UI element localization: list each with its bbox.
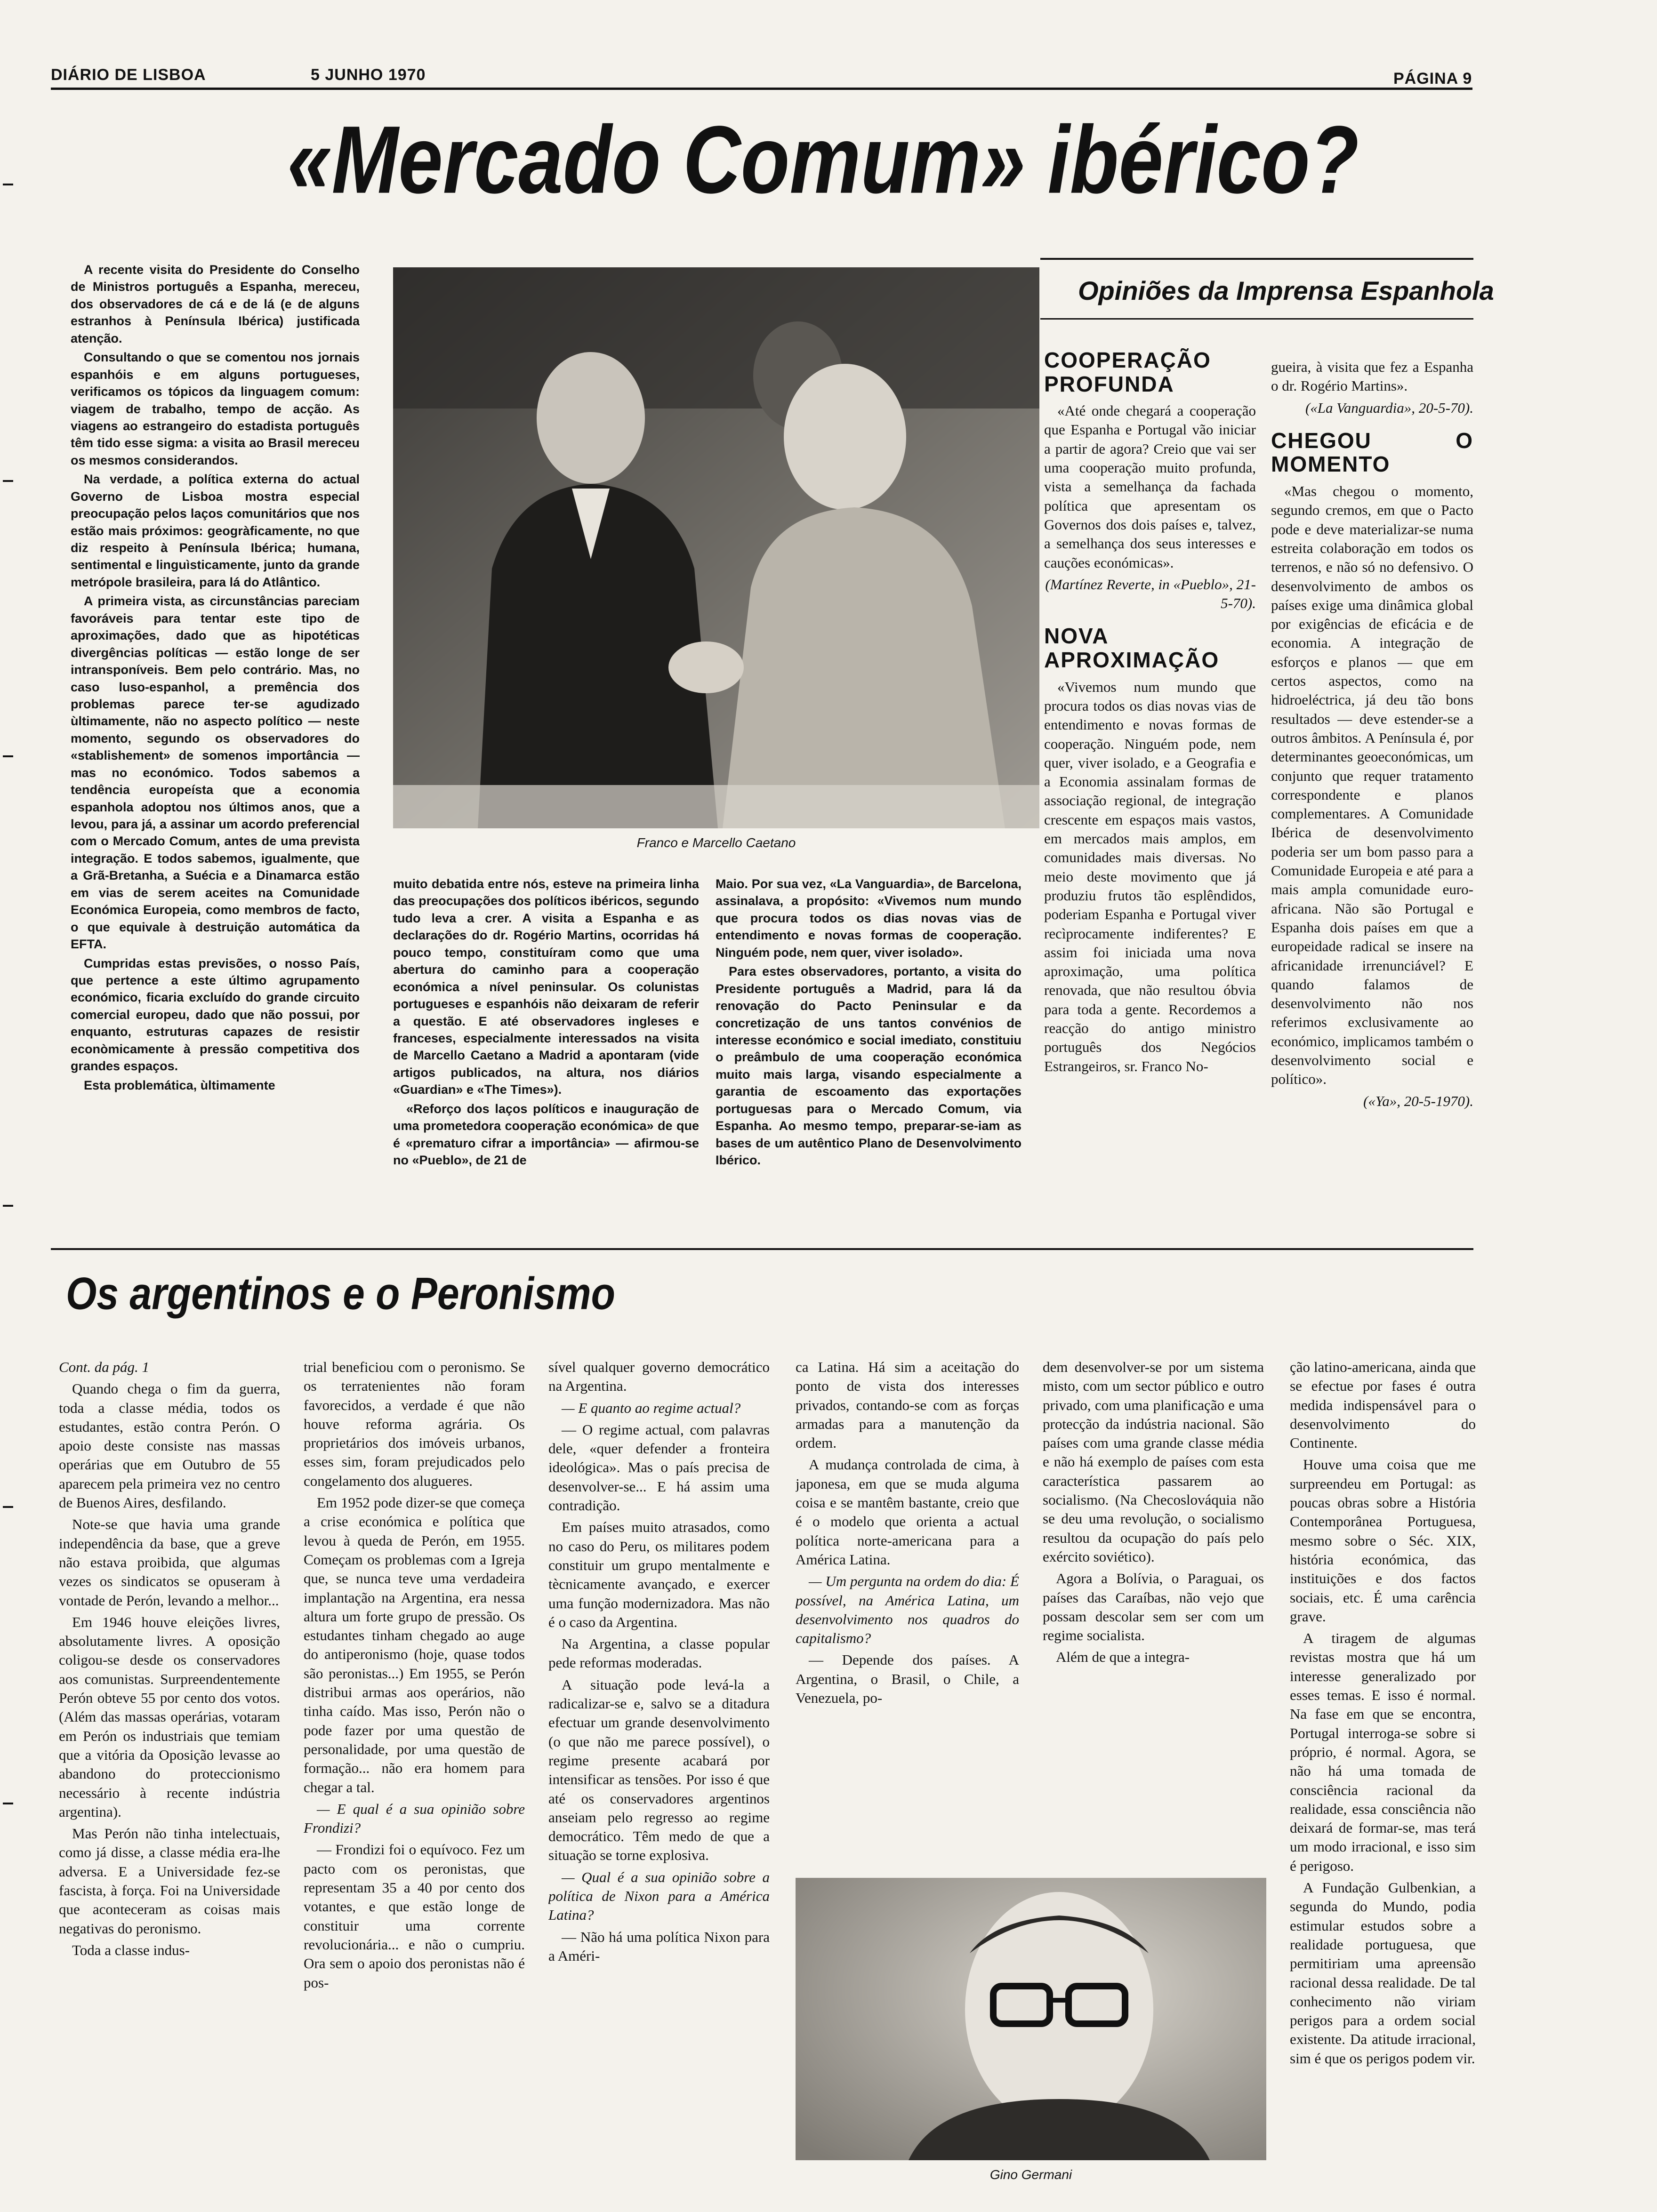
handshake-photo-icon bbox=[393, 267, 1039, 828]
paragraph: Para estes observadores, portanto, a visita do Presidente português a Madrid, para lá da renovação do Pacto Peninsular e da concretização de uns tantos convénios de interesse económico e social imediato, constituiu o preâmbulo de uma cooperação económica muito mais larga, visando especialmente a garantia de escoamento das exportações portuguesas para o Mercado Comum, via Espanha. Ao mesmo tempo, preparar-se-iam as bases de um autêntico Plano de Desenvolvimento Ibérico. bbox=[716, 964, 1022, 1167]
issue-date: 5 JUNHO 1970 bbox=[311, 66, 426, 84]
question: — Qual é a sua opinião sobre a política de Nixon para a América Latina? bbox=[548, 1868, 770, 1923]
press-column-a bbox=[1044, 348, 1256, 1233]
quote: «Até onde chegará a cooperação que Espanha e Portugal vão iniciar a partir de agora? Creio que vai ser uma cooperação muito profunda, vista a semelhança da fachada política que apresentam os Governos dos dois países e, talvez, a semelhança dos seus interesses e cauções económicas». bbox=[1044, 402, 1256, 571]
paragraph: Na Argentina, a classe popular pede reformas moderadas. bbox=[548, 1635, 770, 1671]
paragraph: A tiragem de algumas revistas mostra que há um interesse generalizado por esses temas. E isso é normal. Na fase em que se encontra, Portugal interroga-se sobre si próprio, é normal. Agora, se não há uma tomada de consciência racional da realidade, essa consciência não deixará de formar-se, mas terá um modo irracional, e isso sim é perigoso. bbox=[1290, 1630, 1476, 1874]
paragraph: «Reforço dos laços políticos e inauguração de uma prometedora cooperação económica» de que é «prematuro cifrar a importância» — afirmou-se no «Pueblo», de 21 de bbox=[393, 1101, 699, 1167]
franco-caetano-photo bbox=[393, 267, 1039, 828]
press-heading: Opiniões da Imprensa Espanhola bbox=[1078, 276, 1494, 305]
paragraph: Na verdade, a política externa do actual Governo de Lisboa mostra especial preocupação pelos laços comunitários que nos estão mais próximos: geogràficamente, no que diz respeito à Península Ibérica; humana, sentimental e linguìsticamente, junto da grande metrópole brasileira, para lá do Atlântico. bbox=[71, 472, 360, 589]
press-heading-rule bbox=[1040, 318, 1473, 320]
article1-headline: «Mercado Comum» ibérico? bbox=[287, 106, 1359, 214]
article2-column-5 bbox=[1043, 1358, 1264, 1871]
question: — E quanto ao regime actual? bbox=[562, 1399, 741, 1416]
question: — E qual é a sua opinião sobre Frondizi? bbox=[304, 1800, 525, 1836]
press-column-b bbox=[1271, 358, 1473, 1233]
paragraph: dem desenvolver-se por um sistema misto, com um sector público e outro privado, com uma planificação e uma protecção da indústria nacional. São países com uma grande classe média e não há exemplo de países com esta característica passarem ao socialismo. (Na Checoslováquia não se deu uma revolução, o socialismo resultou da ocupação do país pelo exército soviético). bbox=[1043, 1359, 1264, 1565]
paragraph: Cumpridas estas previsões, o nosso País, que pertence a este último agrupamento económico, ficaria excluído do grande circuito comercial europeu, dado que não possui, por enquanto, estruturas capazes de resistir econòmicamente à pressão competitiva dos grandes espaços. bbox=[71, 956, 360, 1074]
paragraph: Houve uma coisa que me surpreendeu em Portugal: as poucas obras sobre a História Contemporânea Portuguesa, mesmo sobre o Séc. XIX, história económica, das instituições e dos factos sociais, etc. É uma carência grave. bbox=[1290, 1456, 1476, 1625]
photo-caption: Franco e Marcello Caetano bbox=[636, 835, 796, 850]
paragraph: Mas Perón não tinha intelectuais, como já disse, a classe média era-lhe adversa. E a Universidade fez-se fascista, à força. Foi na Universidade que aconteceram as coisas mais negativas do peronismo. bbox=[59, 1825, 280, 1937]
margin-mark bbox=[3, 755, 13, 757]
margin-mark bbox=[3, 1506, 13, 1508]
paragraph: Esta problemática, ùltimamente bbox=[84, 1078, 275, 1092]
paragraph: Em 1952 pode dizer-se que começa a crise económica e política que levou à queda de Perón, em 1955. Começam os problemas com a Igreja que, se nunca teve uma verdadeira implantação na Argentina, era nessa altura um forte grupo de pressão. Os estudantes tinham chegado ao auge do antiperonismo (hoje, quase todos são peronistas...) Em 1955, se Perón distribui armas aos operários, não tinha caído. Mas isso, Perón não o pode fazer por uma questão de personalidade, por uma questão de formação... não era homem para chegar a tal. bbox=[304, 1494, 525, 1795]
quote-source: («Ya», 20-5-1970). bbox=[1363, 1092, 1473, 1109]
paragraph: — Frondizi foi o equívoco. Fez um pacto com os peronistas, que representam 35 a 40 por cento dos votantes, e que estão longe de constituir uma corrente revolucionária... e não o cumpriu. Ora sem o apoio dos peronistas não é pos- bbox=[304, 1841, 525, 1991]
paragraph: muito debatida entre nós, esteve na primeira linha das preocupações dos políticos ibéricos, segundo tudo leva a crer. A visita a Espanha e as declarações do dr. Rogério Martins, ocorridas há pouco tempo, constituíram como que uma abertura do caminho para a cooperação económica a nível peninsular. Os colunistas portugueses e espanhóis não deixaram de referir a questão. E até observadores ingleses e franceses, especialmente interessados na visita de Marcello Caetano a Madrid a apontaram (vide artigos publicados, na altura, nos diários «Guardian» e «The Times»). bbox=[393, 877, 699, 1097]
newspaper-name: DIÁRIO DE LISBOA bbox=[51, 66, 206, 84]
paragraph: Em países muito atrasados, como no caso do Peru, os militares podem constituir um grupo mentalmente e tècnicamente avançado, e exercer uma função modernizadora. Mas não é o caso da Argentina. bbox=[548, 1519, 770, 1630]
paragraph: ção latino-americana, ainda que se efectue por fases é outra medida indispensável para o desenvolvimento do Continente. bbox=[1290, 1359, 1476, 1451]
quote: gueira, à visita que fez a Espanha o dr. Rogério Martins». bbox=[1271, 359, 1473, 394]
gino-germani-photo bbox=[796, 1878, 1266, 2160]
question: — Um pergunta na ordem do dia: É possível, na América Latina, um desenvolvimento nos quadros do capitalismo? bbox=[796, 1573, 1019, 1647]
margin-mark bbox=[3, 1803, 13, 1804]
paragraph: Agora a Bolívia, o Paraguai, os países das Caraíbas, não vejo que possam descolar sem ser com um regime socialista. bbox=[1043, 1570, 1264, 1644]
article2-column-1 bbox=[59, 1358, 280, 2196]
margin-mark bbox=[3, 1205, 13, 1207]
margin-mark bbox=[3, 480, 13, 482]
quote: «Vivemos num mundo que procura todos os dias novas vias de entendimento e novas formas de cooperação. Ninguém pode, nem quer, viver isolado, e a Geografia e a Economia assinalam formas de associação regional, de integração crescente em espaços mais vastos, em mercados mais amplos, em comunidades mais diversas. No meio deste movimento que já produziu frutos tão esplêndidos, poderiam Espanha e Portugal viver recìprocamente indiferentes? E assim foi iniciada uma nova aproximação, uma política renovada, que não resultou óbvia para toda a gente. Recordemos a reacção do antigo ministro português dos Negócios Estrangeiros, sr. Franco No- bbox=[1044, 678, 1256, 1074]
paragraph: Quando chega o fim da guerra, toda a classe média, todos os estudantes, estão contra Perón. O apoio deste consiste nas massas operárias que em Outubro de 55 aparecem pela primeira vez no centro de Buenos Aires, desfilando. bbox=[59, 1380, 280, 1511]
paragraph: — Depende dos países. A Argentina, o Brasil, o Chile, a Venezuela, po- bbox=[796, 1651, 1019, 1707]
paragraph: — Não há uma política Nixon para a Améri- bbox=[548, 1928, 770, 1964]
paragraph: Além de que a integra- bbox=[1056, 1649, 1190, 1666]
article2-column-2 bbox=[304, 1358, 525, 2196]
paragraph: A mudança controlada de cima, à japonesa, em que se muda alguma coisa e se mantêm bastante, creio que é o modelo que orienta a actual política norte-americana para a América Latina. bbox=[796, 1456, 1019, 1568]
article1-column-1 bbox=[71, 261, 360, 1235]
quote: «Mas chegou o momento, segundo cremos, em que o Pacto pode e deve materializar-se numa estreita colaboração em todos os terrenos, e não só no defensivo. O desenvolvimento de ambos os países exige uma dinâmica global por exigências de eficácia e de economia. A integração de esforços e planos — que em certos aspectos, como na hidroeléctrica, já deu tão bons resultados — deve estender-se a outros âmbitos. A Península é, por determinantes geoeconómicas, um conjunto que requer tratamento correspondente e planos complementares. A Comunidade Ibérica de desenvolvimento poderia ser um bom passo para a Comunidade Europeia e até para a mais ampla comunidade euro-africana. Não são Portugal e Espanha dois países em que a europeidade radical se insere na africanidade irrenunciável? E quando falamos de desenvolvimento não nos referimos exclusivamente ao económico, implicamos também o desenvolvimento social e político». bbox=[1271, 483, 1473, 1088]
quote-source: (Martínez Reverte, in «Pueblo», 21-5-70). bbox=[1045, 576, 1256, 612]
paragraph: A primeira vista, as circunstâncias pareciam favoráveis para tentar este tipo de aproximações, dado que as hipotéticas divergências políticas — estão longe de ser intransponíveis. Bem pelo contrário. Mas, no caso luso-espanhol, a premência dos problemas parece ter-se agudizado ùltimamente, não no aspecto político — neste momento, segundo os observadores do «stablishement» de somenos importância — mas no económico. Todos sabemos a tendência europeísta que a economia espanhola adoptou nos últimos anos, que a levou, para já, a assinar um acordo preferencial com o Mercado Comum, antes de uma prevista integração. E todos sabemos, igualmente, que a Grã-Bretanha, a Suécia e a Dinamarca estão em vias de serem aceites na Comunidade Económica Europeia, como membros de facto, o que equivale à destruição automática da EFTA. bbox=[71, 594, 360, 952]
paragraph: sível qualquer governo democrático na Argentina. bbox=[548, 1359, 770, 1395]
paragraph: — O regime actual, com palavras dele, «quer defender a fronteira ideológica». Mas o país precisa de desenvolver-se... E há assim uma contradição. bbox=[548, 1421, 770, 1514]
article2-column-4 bbox=[796, 1358, 1019, 1871]
subheading-nova-aproximacao: NOVA APROXIMAÇÃO bbox=[1044, 624, 1220, 673]
paragraph: Toda a classe indus- bbox=[72, 1941, 190, 1958]
quote-source: («La Vanguardia», 20-5-70). bbox=[1305, 399, 1473, 416]
margin-mark bbox=[3, 184, 13, 185]
article1-column-3 bbox=[716, 875, 1022, 1235]
subheading-chegou-o-momento: CHEGOU O MOMENTO bbox=[1271, 428, 1473, 477]
header-rule bbox=[51, 88, 1472, 90]
paragraph: A situação pode levá-la a radicalizar-se e, salvo se a ditadura efectuar um grande desenvolvimento (o que não me parece possível), o regime presente acabará por intensificar as tensões. Por isso é que até os conservadores argentinos anseiam pelo regresso ao regime democrático. Têm medo de que a situação se torne explosiva. bbox=[548, 1676, 770, 1864]
paragraph: A recente visita do Presidente do Conselho de Ministros português a Espanha, mereceu, dos observadores de cá e de lá (e de alguns estranhos à Península Ibérica) justificada atenção. bbox=[71, 263, 360, 345]
paragraph: Consultando o que se comentou nos jornais espanhóis e em alguns portugueses, verificamos os tópicos da linguagem comum: viagem de trabalho, tempo de acção. As viagens ao estrangeiro do estadista português têm tido esse sigma: a visita ao Brasil mereceu os mesmos considerandos. bbox=[71, 350, 360, 467]
portrait-photo-icon bbox=[796, 1878, 1266, 2160]
continued-from: Cont. da pág. 1 bbox=[59, 1359, 150, 1375]
article2-column-3 bbox=[548, 1358, 770, 2196]
article2-headline: Os argentinos e o Peronismo bbox=[66, 1268, 615, 1319]
article1-column-2 bbox=[393, 875, 699, 1235]
paragraph: Maio. Por sua vez, «La Vanguardia», de Barcelona, assinalava, a propósito: «Vivemos num mundo que procura todos os dias novas vias de entendimento e novas formas de cooperação. Ninguém pode, nem quer, viver isolado». bbox=[716, 877, 1022, 960]
paragraph: A Fundação Gulbenkian, a segunda do Mundo, podia estimular estudos sobre a realidade portuguesa, que permitiriam uma apreensão racional dessa realidade. De tal conhecimento não viriam perigos para a ordem social existente. Da atitude irracional, sim é que os perigos podem vir. bbox=[1290, 1879, 1476, 2067]
paragraph: Note-se que havia uma grande independência da base, que a greve não estava proibida, que algumas vezes os sindicatos se opuseram à vontade de Perón, levando a melhor... bbox=[59, 1516, 280, 1609]
page-number: PÁGINA 9 bbox=[1393, 70, 1472, 88]
article2-column-6 bbox=[1290, 1358, 1476, 2196]
paragraph: ca Latina. Há sim a aceitação do ponto de vista dos interesses privados, contando-se com as forças armadas para a manutenção da ordem. bbox=[796, 1359, 1019, 1451]
paragraph: Em 1946 houve eleições livres, absolutamente livres. A oposição coligou-se desde os conservadores aos comunistas. Surpreendentemente Perón obteve 55 por cento dos votos. (Além das massas operárias, votaram em Perón os industriais que temiam que a vitória da Oposição levasse ao abandono do proteccionismo necessário à recente indústria argentina). bbox=[59, 1613, 280, 1820]
article-divider bbox=[51, 1248, 1473, 1250]
press-top-rule bbox=[1040, 258, 1473, 260]
subheading-cooperacao: COOPERAÇÃO PROFUNDA bbox=[1044, 348, 1211, 396]
photo-caption: Gino Germani bbox=[989, 2167, 1072, 2182]
paragraph: trial beneficiou com o peronismo. Se os terratenientes não foram favorecidos, a verdade é que não houve reforma agrária. Os proprietários dos imóveis urbanos, esses sim, foram prejudicados pelo congelamento dos alugueres. bbox=[304, 1359, 525, 1489]
